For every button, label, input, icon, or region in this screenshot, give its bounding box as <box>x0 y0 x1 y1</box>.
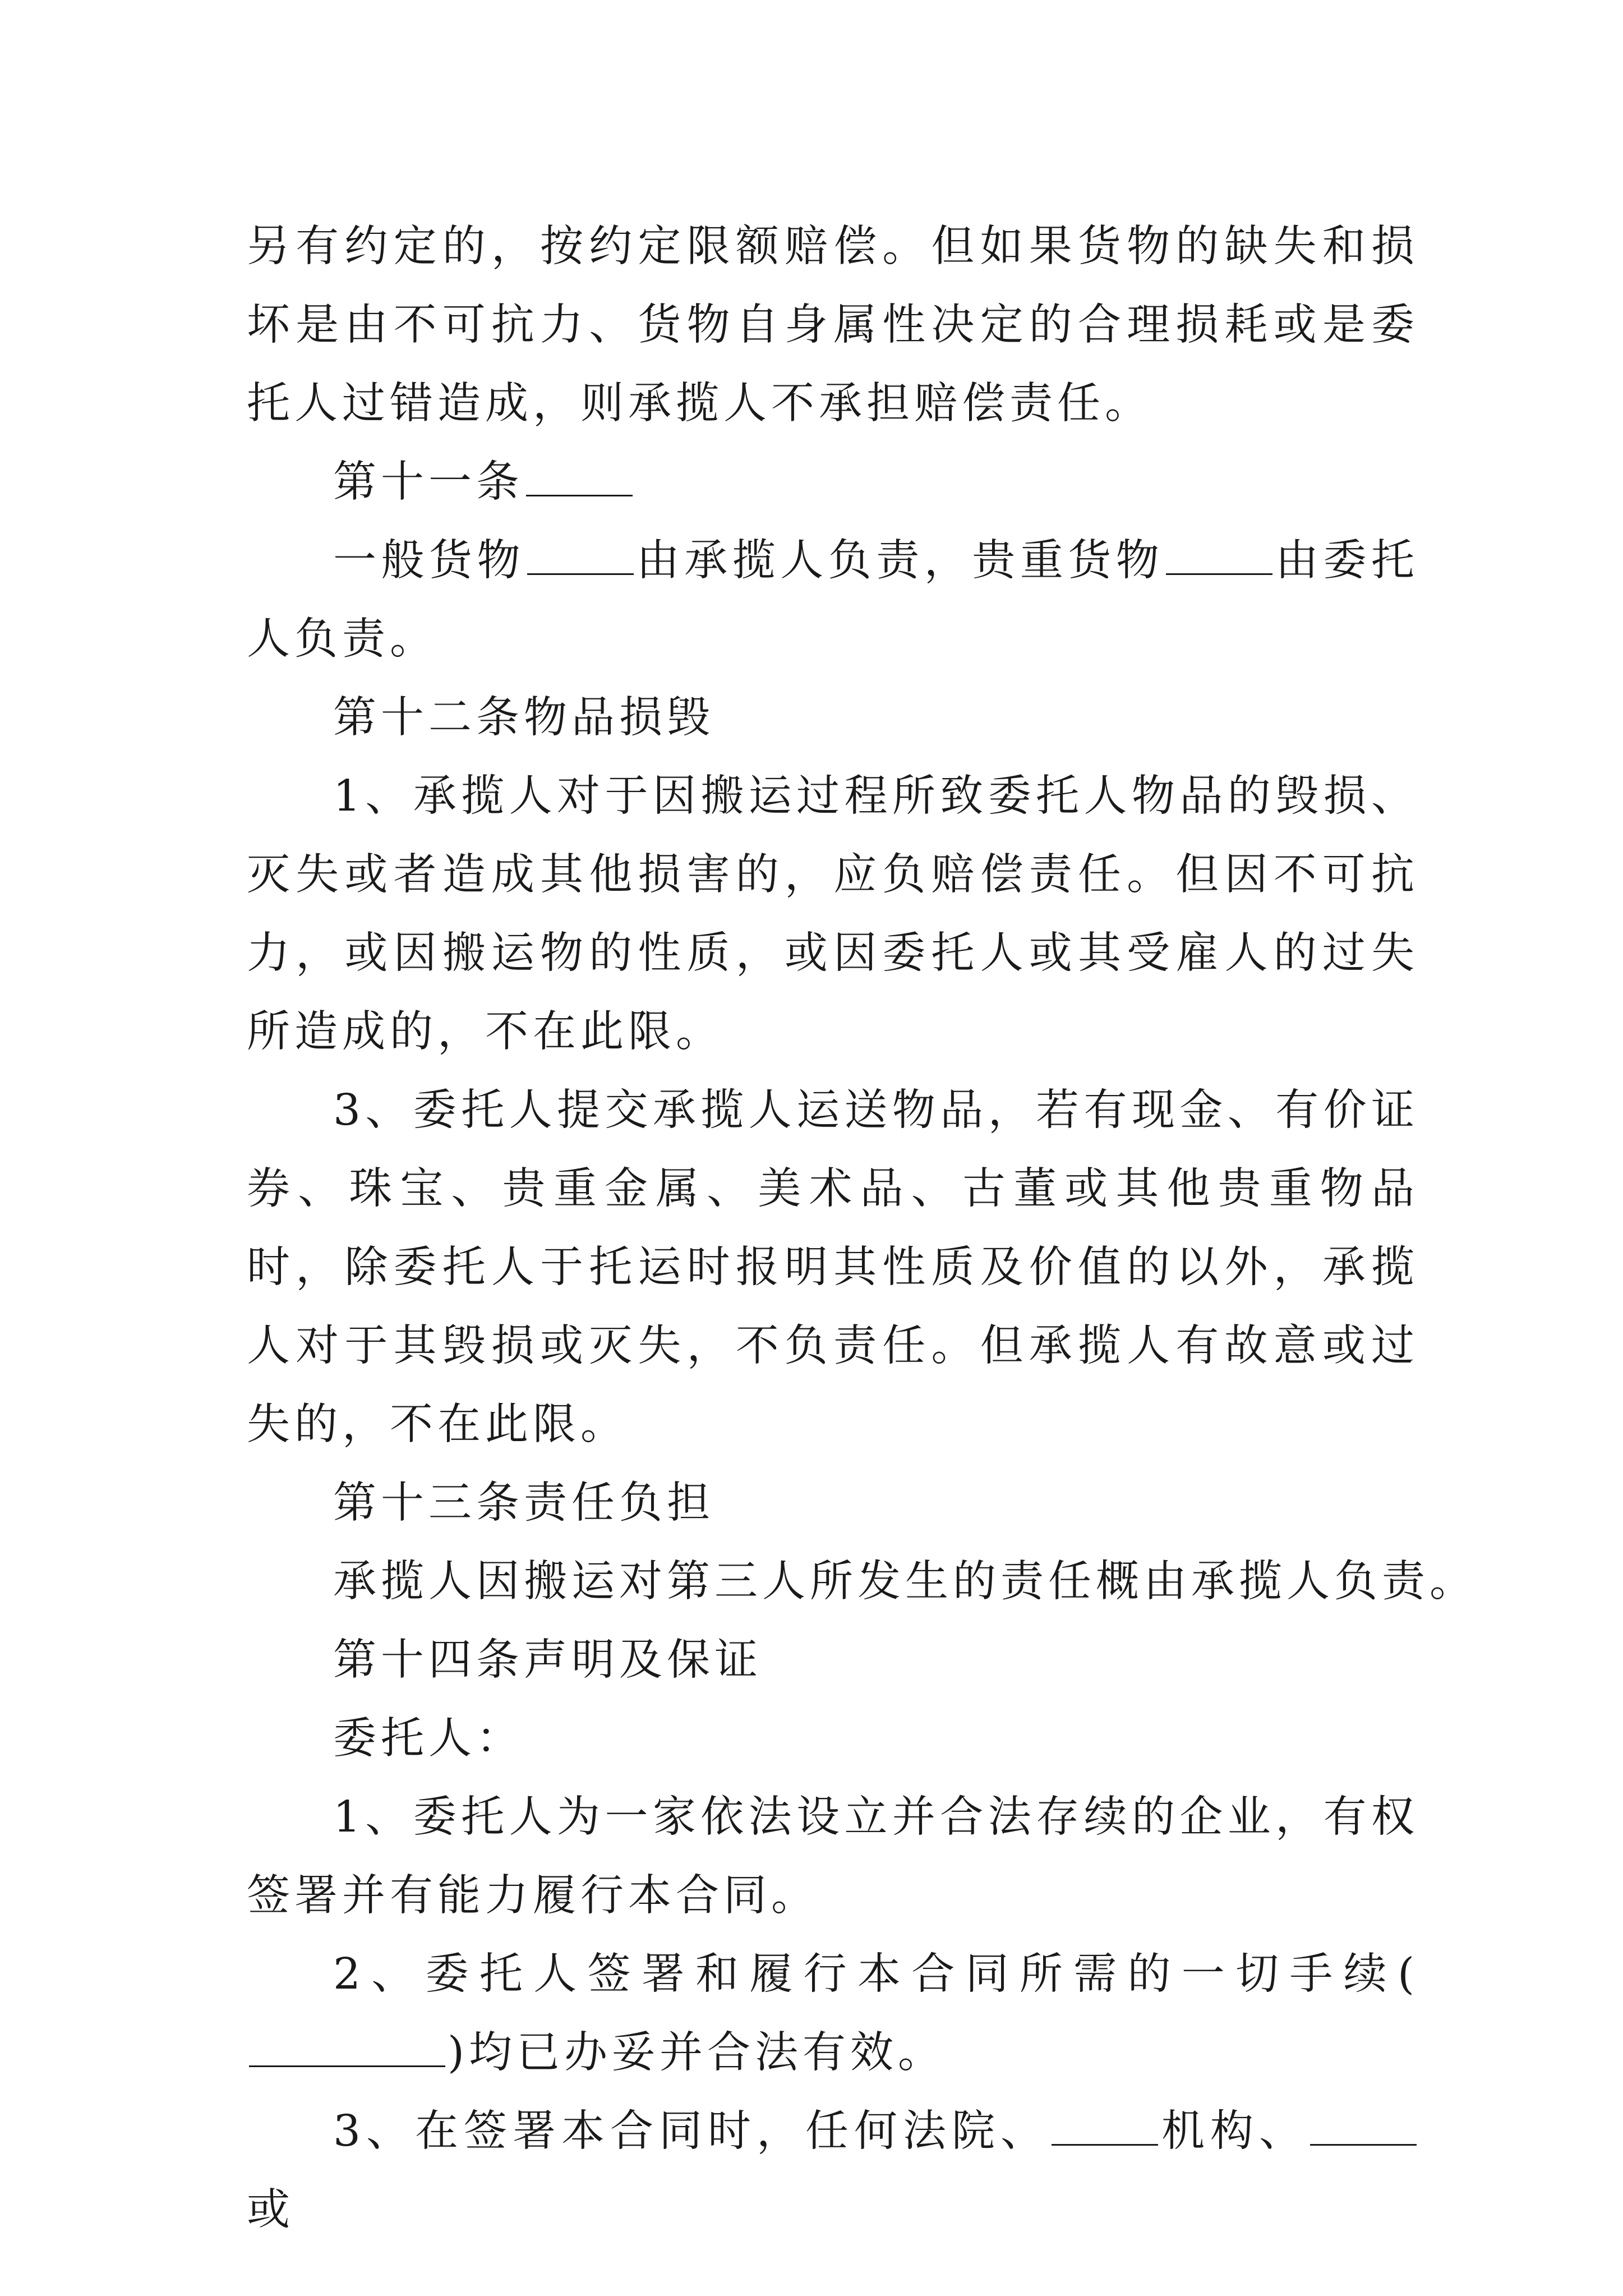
article-14-item-3-text-b: 机构、 <box>1160 2106 1308 2156</box>
article-14-item-1: 1、委托人为一家依法设立并合法存续的企业，有权签署并有能力履行本合同。 <box>247 1792 1419 1921</box>
blank-line <box>526 460 633 496</box>
article-11-text-c: 由委托人负责。 <box>247 536 1419 664</box>
blank-line <box>1310 2109 1417 2146</box>
article-11-body <box>247 522 1419 679</box>
document-body <box>247 208 1477 2249</box>
article-12-heading: 第十二条物品损毁 <box>333 693 714 743</box>
article-14-item-3-text-c: 或 <box>247 2185 294 2235</box>
blank-line <box>1052 2109 1158 2146</box>
article-11-text-b: 由承揽人负责，贵重货物 <box>636 536 1164 586</box>
blank-line <box>527 539 634 575</box>
article-14-item-2-text-b: )均已办妥并合法有效。 <box>448 2028 946 2078</box>
article-12-item-3: 3、委托人提交承揽人运送物品，若有现金、有价证券、珠宝、贵重金属、美术品、古董或其他贵重物品时，除委托人于托运时报明其性质及价值的以外，承揽人对于其毁损或灭失，不负责任。但承揽人有故意或过失的，不在此限。 <box>247 1085 1419 1450</box>
article-14-item-2-text-a: 2、委托人签署和履行本合同所需的一切手续( <box>333 1949 1419 1999</box>
article-14-heading: 第十四条声明及保证 <box>333 1635 762 1685</box>
article-11-title: 第十一条 <box>333 457 524 507</box>
article-12-item-1: 1、承揽人对于因搬运过程所致委托人物品的毁损、灭失或者造成其他损害的，应负赔偿责任。但因不可抗力，或因搬运物的性质，或因委托人或其受雇人的过失所造成的，不在此限。 <box>247 771 1419 1057</box>
article-14-item-2 <box>247 1935 1419 2092</box>
article-11-heading <box>247 443 1419 522</box>
blank-line <box>1166 539 1272 575</box>
article-13-body: 承揽人因搬运对第三人所发生的责任概由承揽人负责。 <box>333 1557 1477 1607</box>
article-13-heading: 第十三条责任负担 <box>333 1478 714 1528</box>
article-14-item-3 <box>247 2092 1419 2249</box>
article-11-text-a: 一般货物 <box>333 536 525 586</box>
blank-line <box>249 2031 445 2067</box>
article-14-party-label: 委托人： <box>333 1714 524 1764</box>
article-14-item-3-text-a: 3、在签署本合同时，任何法院、 <box>333 2106 1049 2156</box>
paragraph-liability-limit: 另有约定的，按约定限额赔偿。但如果货物的缺失和损坏是由不可抗力、货物自身属性决定的合理损耗或是委托人过错造成，则承揽人不承担赔偿责任。 <box>247 222 1419 429</box>
